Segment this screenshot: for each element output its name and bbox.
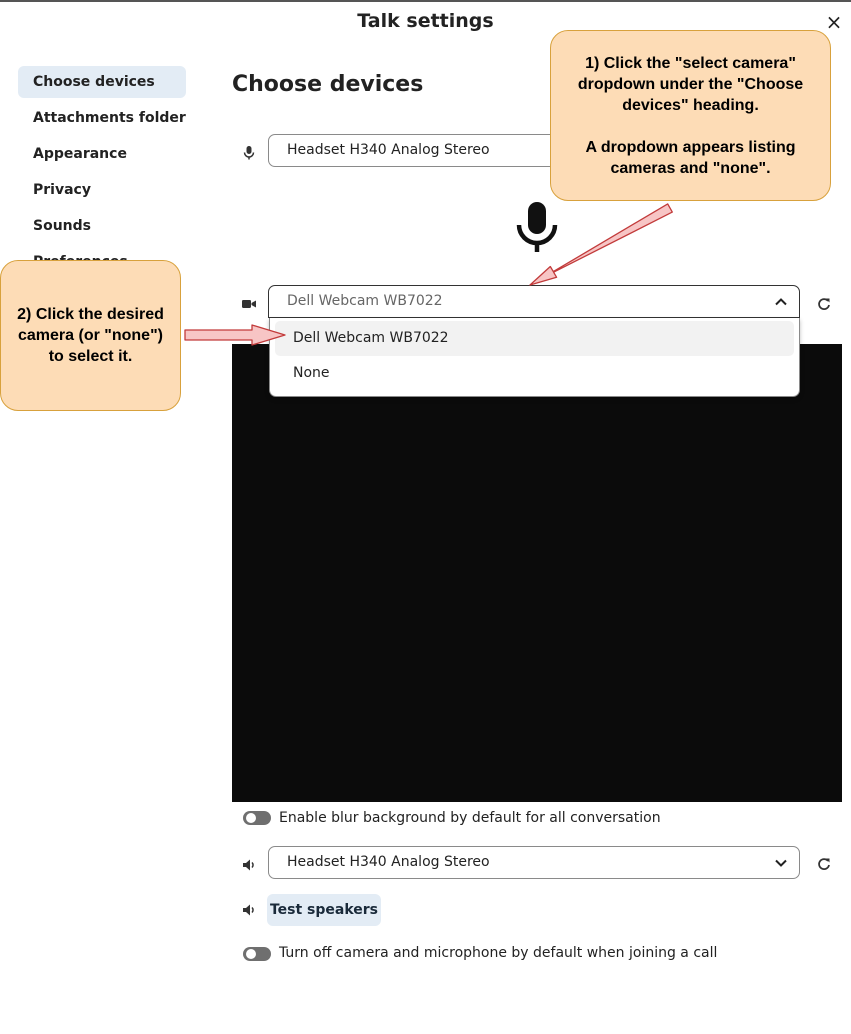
video-camera-icon [241,296,257,312]
annotation-step-1-result: A dropdown appears listing cameras and "none". [585,138,796,177]
refresh-camera-icon[interactable] [817,297,831,311]
microphone-select[interactable] [268,134,568,167]
window-top-border [0,0,851,2]
microphone-level-icon [516,201,558,253]
microphone-icon [241,145,257,161]
settings-sidebar [18,66,186,282]
speaker-select-value: Headset H340 Analog Stereo [287,854,490,870]
camera-option-dell-webcam[interactable]: Dell Webcam WB7022 [275,321,794,356]
annotation-step-2-text: 2) Click the desired camera (or "none") to select it. [17,306,164,365]
sidebar-item-sounds[interactable]: Sounds [33,218,91,234]
speaker-select[interactable] [268,846,800,879]
close-icon[interactable]: × [825,10,843,34]
sidebar-item-choose-devices[interactable]: Choose devices [18,66,186,98]
annotation-callout-step-2 [0,260,181,411]
chevron-up-icon [773,294,789,310]
annotation-callout-step-1 [550,30,831,201]
refresh-speaker-icon[interactable] [817,857,831,871]
page-title: Choose devices [232,72,424,97]
blur-background-label: Enable blur background by default for all conversation [279,810,661,826]
speaker-icon [241,857,257,873]
test-speaker-icon [241,902,257,918]
sidebar-item-privacy[interactable]: Privacy [33,182,91,198]
microphone-select-value: Headset H340 Analog Stereo [287,142,490,158]
camera-preview [232,344,842,802]
camera-dropdown-list [269,318,800,397]
camera-select[interactable] [268,285,800,318]
chevron-down-icon [773,855,789,871]
turn-off-media-toggle[interactable] [243,947,271,961]
dialog-title: Talk settings [357,10,494,32]
annotation-step-1-text: 1) Click the "select camera" dropdown under the "Choose devices" heading. [577,54,804,114]
sidebar-item-appearance[interactable]: Appearance [33,146,127,162]
test-speakers-button[interactable]: Test speakers [267,894,381,926]
camera-select-value: Dell Webcam WB7022 [287,293,443,309]
sidebar-item-attachments-folder[interactable]: Attachments folder [33,110,186,126]
camera-option-none[interactable]: None [293,365,330,381]
blur-background-toggle[interactable] [243,811,271,825]
turn-off-media-label: Turn off camera and microphone by default when joining a call [279,945,718,961]
